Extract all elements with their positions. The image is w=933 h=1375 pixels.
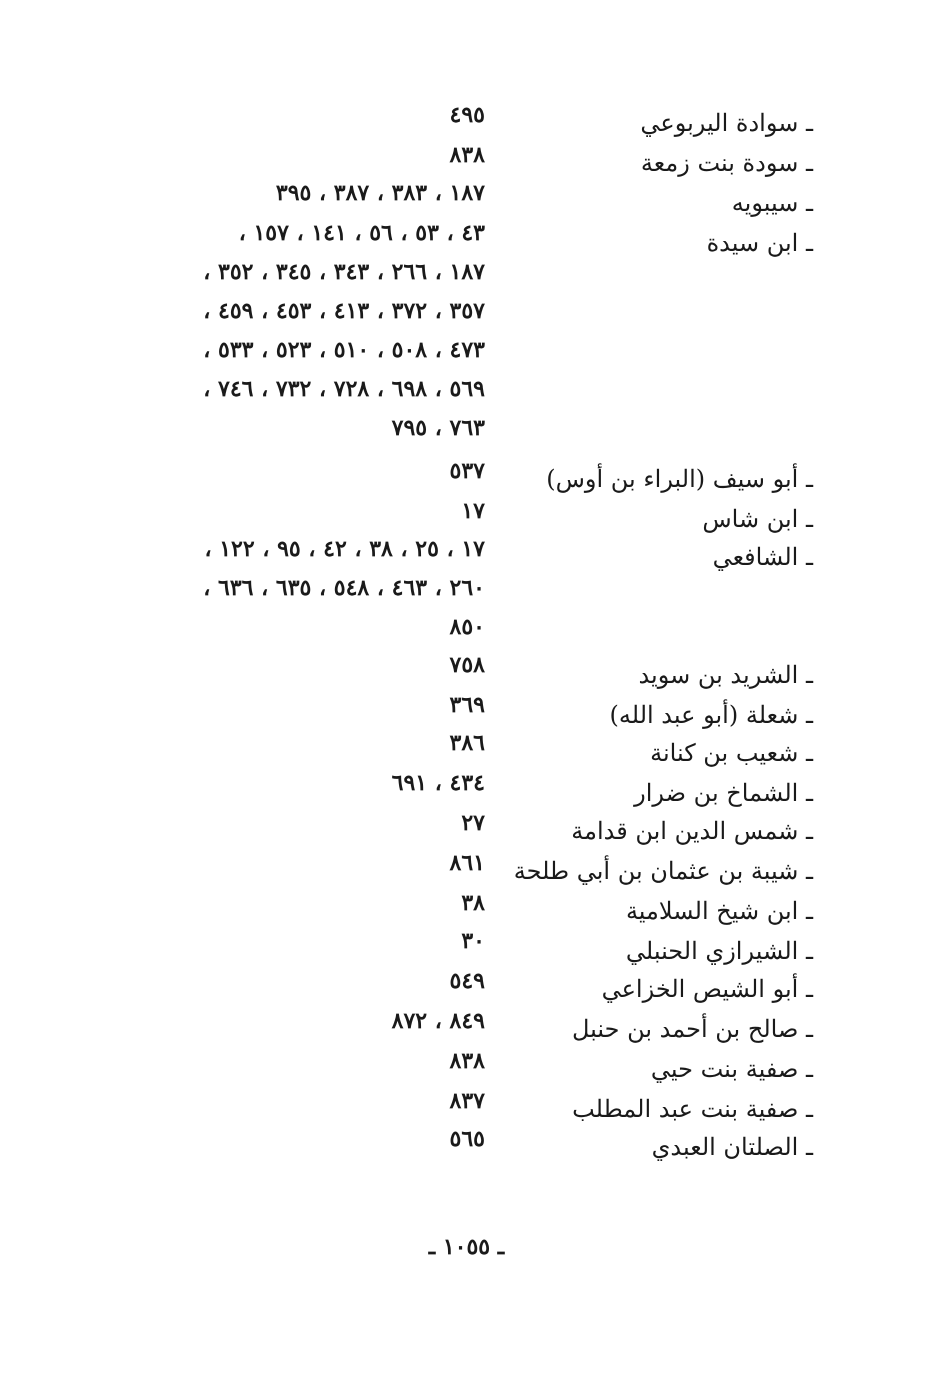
- entry-pages: ٧٥٨: [449, 652, 485, 678]
- entry-pages: ٨٦١: [449, 850, 485, 876]
- entry-pages: ٥٣٧: [449, 458, 485, 484]
- entry-pages: ١٨٧ ، ٣٨٣ ، ٣٨٧ ، ٣٩٥: [275, 180, 485, 206]
- entry-pages: ٣٨٦: [449, 730, 485, 756]
- entry-name: ـ سودة بنت زمعة: [640, 149, 813, 177]
- entry-name: ـ ابن شيخ السلامية: [625, 897, 813, 925]
- entry-pages: ١٨٧ ، ٢٦٦ ، ٣٤٣ ، ٣٤٥ ، ٣٥٢ ،: [203, 259, 485, 285]
- entry-name: ـ سوادة اليربوعي: [640, 109, 813, 137]
- entry-pages: ٨٣٨: [449, 142, 485, 168]
- entry-pages: ٢٧: [461, 810, 485, 836]
- entry-name: ـ أبو سيف (البراء بن أوس): [546, 465, 813, 493]
- entry-name: ـ صالح بن أحمد بن حنبل: [571, 1015, 813, 1043]
- entry-pages: ١٧: [461, 498, 485, 524]
- entry-name: ـ شيبة بن عثمان بن أبي طلحة: [513, 857, 813, 885]
- entry-name: ـ صفية بنت عبد المطلب: [572, 1095, 813, 1123]
- entry-name: ـ شعلة (أبو عبد الله): [609, 701, 813, 729]
- entry-pages: ٧٦٣ ، ٧٩٥: [391, 415, 485, 441]
- entry-pages: ٨٣٧: [449, 1088, 485, 1114]
- entry-name: ـ الشيرازي الحنبلي: [625, 937, 813, 965]
- entry-name: ـ شعيب بن كنانة: [650, 739, 813, 767]
- entry-pages: ٣٨: [461, 890, 485, 916]
- entry-name: ـ صفية بنت حيي: [650, 1055, 813, 1083]
- entry-pages: ٤٧٣ ، ٥٠٨ ، ٥١٠ ، ٥٢٣ ، ٥٣٣ ،: [203, 337, 485, 363]
- entry-name: ـ أبو الشيص الخزاعي: [601, 975, 813, 1003]
- entry-pages: ٥٤٩: [449, 968, 485, 994]
- entry-name: ـ سيبويه: [731, 189, 813, 217]
- entry-pages: ٨٣٨: [449, 1048, 485, 1074]
- entry-name: ـ الشافعي: [712, 543, 813, 571]
- entry-name: ـ الشماخ بن ضرار: [634, 779, 813, 807]
- entry-pages: ٥٦٥: [449, 1126, 485, 1152]
- entry-pages: ٥٦٩ ، ٦٩٨ ، ٧٢٨ ، ٧٣٢ ، ٧٤٦ ،: [203, 376, 485, 402]
- entry-pages: ٤٩٥: [449, 102, 485, 128]
- entry-pages: ١٧ ، ٢٥ ، ٣٨ ، ٤٢ ، ٩٥ ، ١٢٢ ،: [204, 536, 485, 562]
- entry-name: ـ ابن سيدة: [706, 229, 813, 257]
- entry-pages: ٣٠: [461, 928, 485, 954]
- entry-name: ـ شمس الدين ابن قدامة: [571, 817, 813, 845]
- entry-pages: ٣٦٩: [449, 692, 485, 718]
- entry-pages: ٣٥٧ ، ٣٧٢ ، ٤١٣ ، ٤٥٣ ، ٤٥٩ ،: [203, 298, 485, 324]
- entry-pages: ٨٥٠: [449, 614, 485, 640]
- entry-name: ـ الشريد بن سويد: [638, 661, 813, 689]
- entry-name: ـ ابن شاس: [702, 505, 813, 533]
- entry-name: ـ الصلتان العبدي: [651, 1133, 813, 1161]
- entry-pages: ٤٣٤ ، ٦٩١: [391, 770, 485, 796]
- entry-pages: ٤٣ ، ٥٣ ، ٥٦ ، ١٤١ ، ١٥٧ ،: [238, 220, 485, 246]
- entry-pages: ٢٦٠ ، ٤٦٣ ، ٥٤٨ ، ٦٣٥ ، ٦٣٦ ،: [203, 575, 485, 601]
- page-number: ـ ١٠٥٥ ـ: [428, 1234, 505, 1260]
- entry-pages: ٨٤٩ ، ٨٧٢: [391, 1008, 485, 1034]
